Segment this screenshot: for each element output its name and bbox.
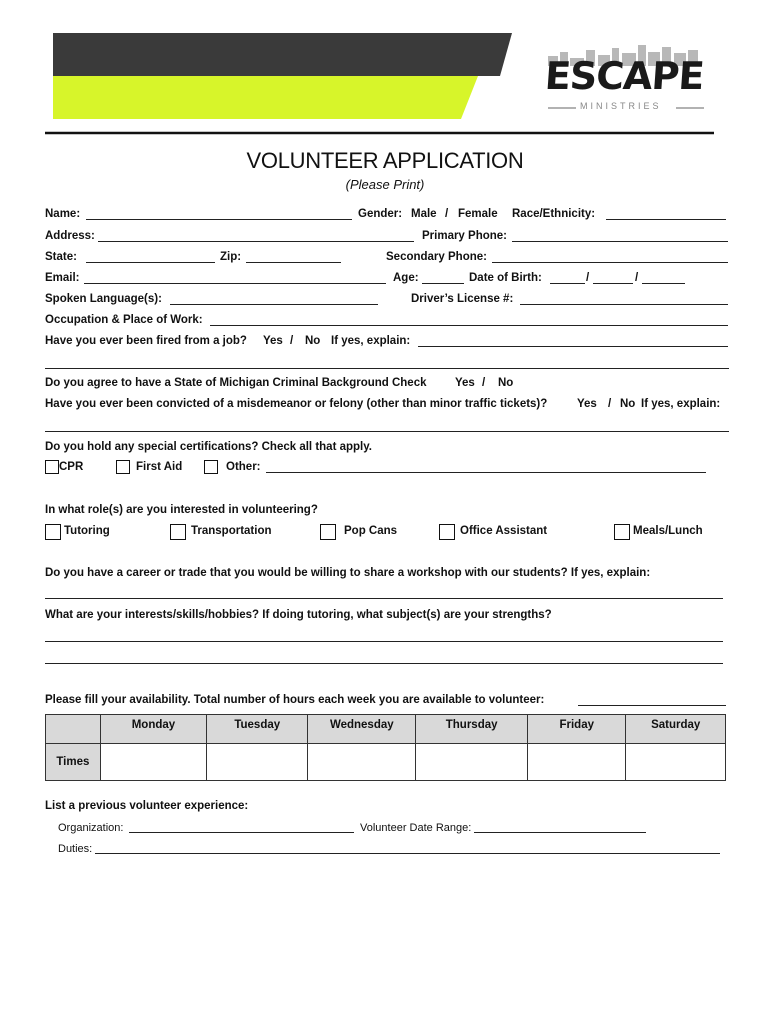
convicted-slash: / xyxy=(608,398,612,410)
race-label: Race/Ethnicity: xyxy=(512,208,596,220)
roles-question: In what role(s) are you interested in volunteering? xyxy=(45,504,318,516)
dob-sep-1: / xyxy=(586,272,590,284)
availability-header-row xyxy=(46,715,726,744)
convicted-yes[interactable]: Yes xyxy=(577,398,597,410)
career-question: Do you have a career or trade that you would be willing to share a workshop with our students? If yes, explain: xyxy=(45,567,651,579)
first-aid-checkbox[interactable] xyxy=(116,460,130,474)
availability-table xyxy=(45,714,726,781)
tutoring-label: Tutoring xyxy=(64,525,110,537)
drivers-license-line[interactable] xyxy=(520,304,728,305)
fired-yes[interactable]: Yes xyxy=(263,335,283,347)
cpr-label: CPR xyxy=(59,461,84,473)
saturday-times-cell[interactable] xyxy=(626,744,726,781)
friday-times-cell[interactable] xyxy=(528,744,626,781)
convicted-no[interactable]: No xyxy=(620,398,636,410)
primary-phone-label: Primary Phone: xyxy=(422,230,507,242)
gender-label: Gender: xyxy=(358,208,403,220)
lime-band xyxy=(53,76,478,119)
gender-male[interactable]: Male xyxy=(411,208,437,220)
email-line[interactable] xyxy=(84,283,386,284)
organization-label: Organization: xyxy=(58,822,124,834)
monday-times-cell[interactable] xyxy=(100,744,207,781)
transportation-checkbox[interactable] xyxy=(170,524,186,540)
fired-explain-line-2[interactable] xyxy=(45,368,729,369)
convicted-question: Have you ever been convicted of a misdemeanor or felony (other than minor traffic tickets)? xyxy=(45,398,548,410)
day-wednesday: Wednesday xyxy=(308,715,416,744)
tutoring-checkbox[interactable] xyxy=(45,524,61,540)
meals-lunch-checkbox[interactable] xyxy=(614,524,630,540)
state-label: State: xyxy=(45,251,77,263)
transportation-label: Transportation xyxy=(191,525,272,537)
background-check-slash: / xyxy=(482,377,486,389)
state-line[interactable] xyxy=(86,262,215,263)
thursday-times-cell[interactable] xyxy=(416,744,528,781)
office-assistant-label: Office Assistant xyxy=(460,525,548,537)
tuesday-times-cell[interactable] xyxy=(207,744,308,781)
availability-question: Please fill your availability. Total number of hours each week you are available to volunteer: xyxy=(45,694,545,706)
logo-subtext: MINISTRIES xyxy=(580,101,662,111)
form-subtitle: (Please Print) xyxy=(345,177,425,192)
wednesday-times-cell[interactable] xyxy=(308,744,416,781)
background-check-yes[interactable]: Yes xyxy=(455,377,475,389)
times-label: Times xyxy=(46,744,101,781)
day-thursday: Thursday xyxy=(416,715,528,744)
other-checkbox[interactable] xyxy=(204,460,218,474)
dob-day-line[interactable] xyxy=(593,283,633,284)
interests-line-2[interactable] xyxy=(45,663,723,664)
other-line[interactable] xyxy=(266,472,706,473)
day-monday: Monday xyxy=(100,715,207,744)
email-label: Email: xyxy=(45,272,80,284)
duties-line[interactable] xyxy=(95,853,720,854)
occupation-line[interactable] xyxy=(210,325,728,326)
career-line[interactable] xyxy=(45,598,723,599)
age-label: Age: xyxy=(393,272,419,284)
secondary-phone-line[interactable] xyxy=(492,262,728,263)
fired-no[interactable]: No xyxy=(305,335,321,347)
background-check-question: Do you agree to have a State of Michigan Criminal Background Check xyxy=(45,377,427,389)
fired-explain-line[interactable] xyxy=(418,346,728,347)
name-line[interactable] xyxy=(86,219,352,220)
previous-experience-heading: List a previous volunteer experience: xyxy=(45,800,249,812)
fired-slash: / xyxy=(290,335,294,347)
zip-label: Zip: xyxy=(220,251,242,263)
zip-line[interactable] xyxy=(246,262,341,263)
gender-female[interactable]: Female xyxy=(458,208,498,220)
fired-question: Have you ever been fired from a job? xyxy=(45,335,247,347)
logo-text: ESCAPE xyxy=(543,54,705,98)
spoken-language-line[interactable] xyxy=(170,304,378,305)
dob-year-line[interactable] xyxy=(642,283,685,284)
dark-band xyxy=(53,33,512,76)
fired-if-yes: If yes, explain: xyxy=(331,335,411,347)
first-aid-label: First Aid xyxy=(136,461,183,473)
pop-cans-label: Pop Cans xyxy=(344,525,398,537)
office-assistant-checkbox[interactable] xyxy=(439,524,455,540)
age-line[interactable] xyxy=(422,283,464,284)
other-label: Other: xyxy=(226,461,261,473)
dob-label: Date of Birth: xyxy=(469,272,542,284)
background-check-no[interactable]: No xyxy=(498,377,514,389)
primary-phone-line[interactable] xyxy=(512,241,728,242)
date-range-label: Volunteer Date Range: xyxy=(360,822,472,834)
race-line[interactable] xyxy=(606,219,726,220)
duties-label: Duties: xyxy=(58,843,93,855)
availability-times-row xyxy=(46,744,726,781)
convicted-explain-line[interactable] xyxy=(45,431,729,432)
address-line[interactable] xyxy=(98,241,414,242)
occupation-label: Occupation & Place of Work: xyxy=(45,314,203,326)
spoken-language-label: Spoken Language(s): xyxy=(45,293,162,305)
interests-line-1[interactable] xyxy=(45,641,723,642)
day-friday: Friday xyxy=(528,715,626,744)
dob-sep-2: / xyxy=(635,272,639,284)
address-label: Address: xyxy=(45,230,95,242)
gender-slash: / xyxy=(445,208,449,220)
name-label: Name: xyxy=(45,208,81,220)
organization-line[interactable] xyxy=(129,832,354,833)
corner-cell xyxy=(46,715,101,744)
cpr-checkbox[interactable] xyxy=(45,460,59,474)
dob-month-line[interactable] xyxy=(550,283,585,284)
drivers-license-label: Driver’s License #: xyxy=(411,293,514,305)
certifications-question: Do you hold any special certifications? Check all that apply. xyxy=(45,441,372,453)
day-tuesday: Tuesday xyxy=(207,715,308,744)
day-saturday: Saturday xyxy=(626,715,726,744)
convicted-if-yes: If yes, explain: xyxy=(641,398,721,410)
meals-lunch-label: Meals/Lunch xyxy=(633,525,703,537)
form-title: VOLUNTEER APPLICATION xyxy=(246,148,524,173)
interests-question: What are your interests/skills/hobbies? If doing tutoring, what subject(s) are your strengths? xyxy=(45,609,552,621)
availability-hours-line[interactable] xyxy=(578,705,726,706)
date-range-line[interactable] xyxy=(474,832,646,833)
secondary-phone-label: Secondary Phone: xyxy=(386,251,487,263)
pop-cans-checkbox[interactable] xyxy=(320,524,336,540)
